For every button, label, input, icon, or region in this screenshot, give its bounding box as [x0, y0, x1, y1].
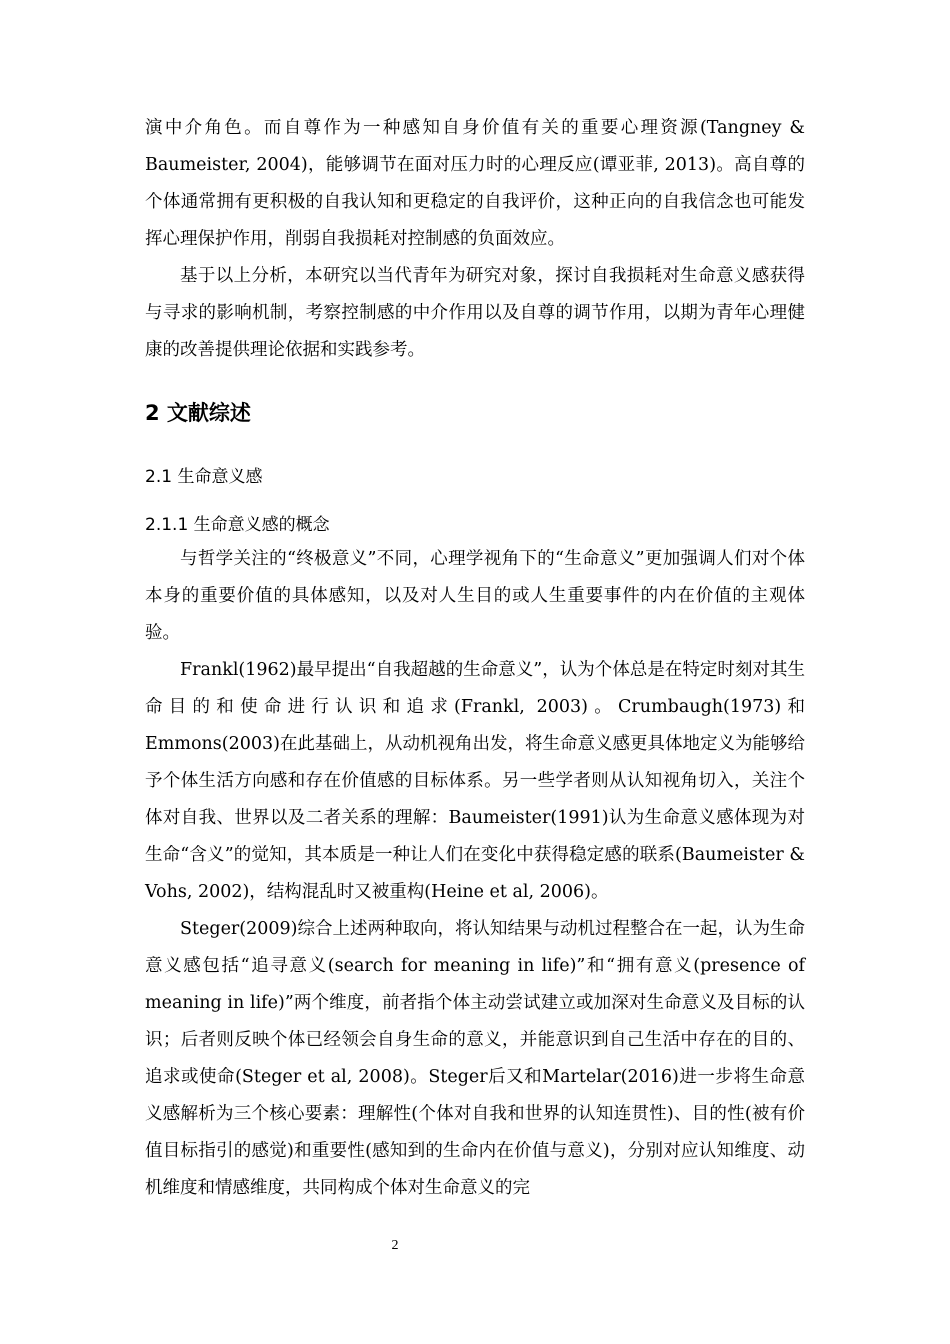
paragraph-steger: Steger(2009)综合上述两种取向，将认知结果与动机过程整合在一起，认为生命意义感包括“追寻意义(search for meaning in life)”和“拥有意义(presence of meaning in life)”两个维度，前者指个体主动尝试建立或加深对生命意义及目标的认识；后者则反映个体已经领会自身生命的意义，并能意识到自己生活中存在的目的、追求或使命(Steger et al, 2008)。Steger后又和Martelar(2016)进一步将生命意义感解析为三个核心要素：理解性(个体对自我和世界的认知连贯性)、目的性(被有价值目标指引的感觉)和重要性(感知到的生命内在价值与意义)，分别对应认知维度、动机维度和情感维度，共同构成个体对生命意义的完: [145, 919, 805, 1198]
paragraph-self-esteem: 演中介角色。而自尊作为一种感知自身价值有关的重要心理资源(Tangney & Baumeister, 2004)，能够调节在面对压力时的心理反应(谭亚菲, 2013)。高自尊的个体通常拥有更积极的自我认知和更稳定的自我评价，这种正向的自我信念也可能发挥心理保护作用，削弱自我损耗对控制感的负面效应。: [145, 118, 805, 249]
body-text-block: [145, 541, 805, 1207]
section-heading: 2 文献综述: [145, 401, 251, 425]
paragraph-research-aim: 基于以上分析，本研究以当代青年为研究对象，探讨自我损耗对生命意义感获得与寻求的影响机制，考察控制感的中介作用以及自尊的调节作用，以期为青年心理健康的改善提供理论依据和实践参考。: [145, 266, 805, 360]
subsection-heading: 2.1 生命意义感: [145, 467, 263, 487]
page-number: 2: [391, 1238, 399, 1253]
intro-text-block: [145, 110, 805, 369]
paragraph-frankl: Frankl(1962)最早提出“自我超越的生命意义”，认为个体总是在特定时刻对其生命目的和使命进行认识和追求(Frankl, 2003)。Crumbaugh(1973)和Emmons(2003)在此基础上，从动机视角出发，将生命意义感更具体地定义为能够给予个体生活方向感和存在价值感的目标体系。另一些学者则从认知视角切入，关注个体对自我、世界以及二者关系的理解：Baumeister(1991)认为生命意义感体现为对生命“含义”的觉知，其本质是一种让人们在变化中获得稳定感的联系(Baumeister & Vohs, 2002)，结构混乱时又被重构(Heine et al, 2006)。: [145, 660, 805, 902]
subsubsection-heading: 2.1.1 生命意义感的概念: [145, 515, 330, 535]
paragraph-psych-meaning: 与哲学关注的“终极意义”不同，心理学视角下的“生命意义”更加强调人们对个体本身的重要价值的具体感知，以及对人生目的或人生重要事件的内在价值的主观体验。: [145, 549, 805, 643]
